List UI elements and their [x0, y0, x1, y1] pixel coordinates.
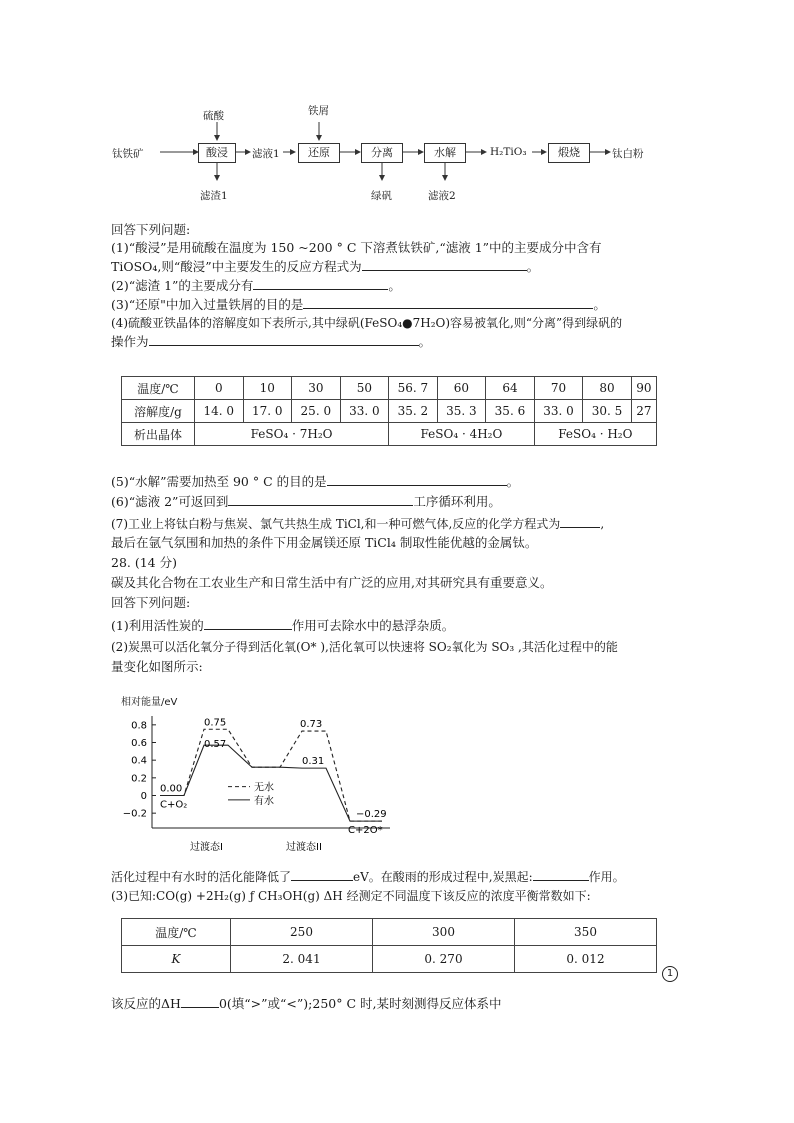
level-label: 0.73 — [300, 719, 323, 731]
flow-box-hydrolysis: 水解 — [424, 143, 466, 163]
q28-2a: (2)炭黑可以活化氧分子得到活化氧(O* ),活化氧可以快速将 SO₂氧化为 SO₃ ,其活化过程中的能 — [111, 640, 618, 654]
level-label: 0.31 — [302, 756, 325, 768]
table-head: 温度/℃ — [122, 919, 231, 946]
q28-2b: 量变化如图所示: — [111, 659, 203, 674]
q27-1a: (1)“酸浸”是用硫酸在温度为 150 ~200 ° C 下溶煮钛铁矿,“滤液 1”中的主要成分中含有 — [111, 240, 602, 255]
answer-blank[interactable] — [228, 493, 413, 506]
table-head: 析出晶体 — [122, 423, 195, 446]
equilibrium-constant-table — [121, 918, 657, 973]
table-cell: 33. 0 — [534, 400, 583, 423]
answer-blank[interactable] — [362, 258, 527, 271]
q27-3: (3)“还原"中加入过量铁屑的目的是 — [111, 297, 304, 312]
q27-5: (5)“水解”需要加热至 90 ° C 的目的是 — [111, 474, 327, 489]
table-cell: FeSO₄ · 4H₂O — [389, 423, 535, 446]
q28-last-a: 该反应的ΔH — [111, 996, 181, 1011]
q27-intro: 回答下列问题: — [111, 222, 191, 237]
table-cell: FeSO₄ · 7H₂O — [195, 423, 389, 446]
table-row — [122, 946, 657, 973]
q28-after-a: 活化过程中有水时的活化能降低了 — [111, 870, 292, 884]
table-cell: 35. 2 — [389, 400, 438, 423]
answer-blank[interactable] — [253, 277, 388, 290]
answer-blank[interactable] — [204, 617, 292, 630]
q28-last-b: 0(填“>”或“<”);250° C 时,某时刻测得反应体系中 — [218, 996, 502, 1011]
table-head: 溶解度/g — [122, 400, 195, 423]
q27-7a-line — [111, 515, 604, 532]
punct: 。 — [526, 259, 540, 274]
level-label: 0.00 — [160, 783, 183, 795]
table-cell: 56. 7 — [389, 377, 438, 400]
energy-profile-chart — [110, 710, 410, 855]
table-cell: 0. 270 — [373, 946, 515, 973]
q27-6a: (6)“滤液 2”可返回到 — [111, 494, 229, 509]
q27-2-line — [111, 277, 401, 294]
legend-no-water: 无水 — [254, 782, 274, 794]
q28-1-line — [111, 617, 454, 634]
table-cell: 60 — [437, 377, 486, 400]
table-cell: 14. 0 — [195, 400, 244, 423]
table-cell: 90 — [631, 377, 656, 400]
level-label: 0.57 — [204, 739, 227, 751]
q27-4b-line — [111, 333, 431, 350]
q27-7a: (7)工业上将钛白粉与焦炭、氯气共热生成 TiCl,和一种可燃气体,反应的化学方程式为 — [111, 517, 561, 531]
table-cell: 300 — [373, 919, 515, 946]
flow-box-separation: 分离 — [361, 143, 403, 163]
start-label: C+O₂ — [160, 799, 188, 811]
flow-end-label: 钛白粉 — [612, 148, 644, 160]
table-row — [122, 919, 657, 946]
q27-1b: TiOSO₄,则“酸浸”中主要发生的反应方程式为 — [111, 259, 362, 274]
table-cell: 25. 0 — [292, 400, 341, 423]
legend-with-water: 有水 — [254, 795, 274, 807]
circled-number: 1 — [662, 966, 678, 982]
answer-blank[interactable] — [181, 995, 219, 1008]
flow-box-calcination: 煅烧 — [548, 143, 590, 163]
table-cell: 27 — [631, 400, 656, 423]
series-no-water-line — [160, 729, 382, 821]
table-row — [122, 423, 657, 446]
answer-blank[interactable] — [303, 296, 593, 309]
punct: , — [600, 517, 605, 531]
q28-after-c: 作用。 — [588, 870, 625, 884]
flow-iron-scrap-label: 铁屑 — [308, 105, 329, 117]
flow-filtrate1-label: 滤液1 — [252, 148, 280, 160]
q27-4a: (4)硫酸亚铁晶体的溶解度如下表所示,其中绿矾(FeSO₄●7H₂O)容易被氧化,则“分离”得到绿矾的 — [111, 316, 623, 330]
table-cell: 250 — [231, 919, 373, 946]
q27-2: (2)“滤渣 1”的主要成分有 — [111, 278, 254, 293]
q28-1a: (1)利用活性炭的 — [111, 618, 204, 633]
table-cell: 0. 012 — [515, 946, 657, 973]
q27-3-line — [111, 296, 606, 313]
q27-7b: 最后在氩气氛围和加热的条件下用金属镁还原 TiCl₄ 制取性能优越的金属钛。 — [111, 535, 538, 550]
table-cell: 35. 3 — [437, 400, 486, 423]
table-cell: 70 — [534, 377, 583, 400]
flow-green-vitriol-label: 绿矾 — [371, 190, 392, 202]
punct: 。 — [593, 297, 606, 312]
answer-blank[interactable] — [291, 868, 353, 881]
flow-box-reduction: 还原 — [298, 143, 340, 163]
punct: 。 — [506, 474, 520, 489]
table-cell: 80 — [583, 377, 632, 400]
y-tick-label: 0.8 — [131, 720, 147, 732]
punct: 。 — [418, 334, 432, 349]
level-label: 0.75 — [204, 717, 227, 729]
answer-blank[interactable] — [327, 473, 507, 486]
y-tick-label: 0 — [140, 791, 147, 802]
q28-intro1: 碳及其化合物在工农业生产和日常生活中有广泛的应用,对其研究具有重要意义。 — [111, 575, 553, 590]
answer-blank[interactable] — [533, 868, 589, 881]
answer-blank[interactable] — [560, 515, 600, 528]
table-cell: 35. 6 — [486, 400, 535, 423]
flow-h2tio3-label: H₂TiO₃ — [490, 146, 527, 158]
q28-1b: 作用可去除水中的悬浮杂质。 — [291, 618, 455, 633]
end-label: C+2O* — [348, 825, 383, 837]
flow-box-acid-leach: 酸浸 — [198, 143, 236, 163]
chart-ylabel: 相对能量/eV — [121, 697, 178, 708]
q27-4b: 操作为 — [111, 334, 149, 349]
punct: 。 — [388, 278, 401, 293]
q28-after-b: eV。在酸雨的形成过程中,炭黑起: — [353, 870, 533, 884]
flow-filtrate2-label: 滤液2 — [428, 190, 456, 202]
table-cell: 64 — [486, 377, 535, 400]
answer-blank[interactable] — [149, 333, 419, 346]
table-cell: FeSO₄ · H₂O — [534, 423, 656, 446]
flow-residue1-label: 滤渣1 — [200, 190, 228, 202]
q27-1b-line — [111, 258, 539, 275]
q28-title: 28. (14 分) — [111, 555, 177, 570]
y-tick-label: −0.2 — [122, 808, 147, 820]
q28-after-line — [111, 868, 625, 885]
table-cell: 350 — [515, 919, 657, 946]
q27-5-line — [111, 473, 519, 490]
q27-6b: 工序循环利用。 — [413, 494, 501, 509]
level-label: −0.29 — [356, 809, 387, 821]
q28-intro2: 回答下列问题: — [111, 595, 191, 610]
y-tick-label: 0.4 — [131, 755, 147, 767]
q28-last-line — [111, 995, 501, 1012]
table-cell: 30. 5 — [583, 400, 632, 423]
table-head: 温度/℃ — [122, 377, 195, 400]
table-cell: 33. 0 — [340, 400, 389, 423]
q28-3: (3)已知:CO(g) +2H₂(g) ƒ CH₃OH(g) ΔH 经测定不同温度下该反应的浓度平衡常数如下: — [111, 889, 591, 903]
solubility-table — [121, 376, 657, 446]
table-cell: 50 — [340, 377, 389, 400]
table-cell: 17. 0 — [243, 400, 292, 423]
table-cell: 0 — [195, 377, 244, 400]
table-cell: 30 — [292, 377, 341, 400]
q27-6-line — [111, 493, 501, 510]
y-tick-label: 0.2 — [131, 773, 147, 785]
flow-sulfuric-acid-label: 硫酸 — [203, 110, 224, 122]
table-cell: 10 — [243, 377, 292, 400]
x-label-ts2: 过渡态II — [286, 842, 322, 853]
table-row — [122, 400, 657, 423]
y-tick-label: 0.6 — [131, 738, 147, 749]
table-head: K — [122, 946, 231, 973]
flow-start-label: 钛铁矿 — [112, 148, 144, 160]
table-cell: 2. 041 — [231, 946, 373, 973]
x-label-ts1: 过渡态I — [190, 842, 223, 853]
table-row — [122, 377, 657, 400]
